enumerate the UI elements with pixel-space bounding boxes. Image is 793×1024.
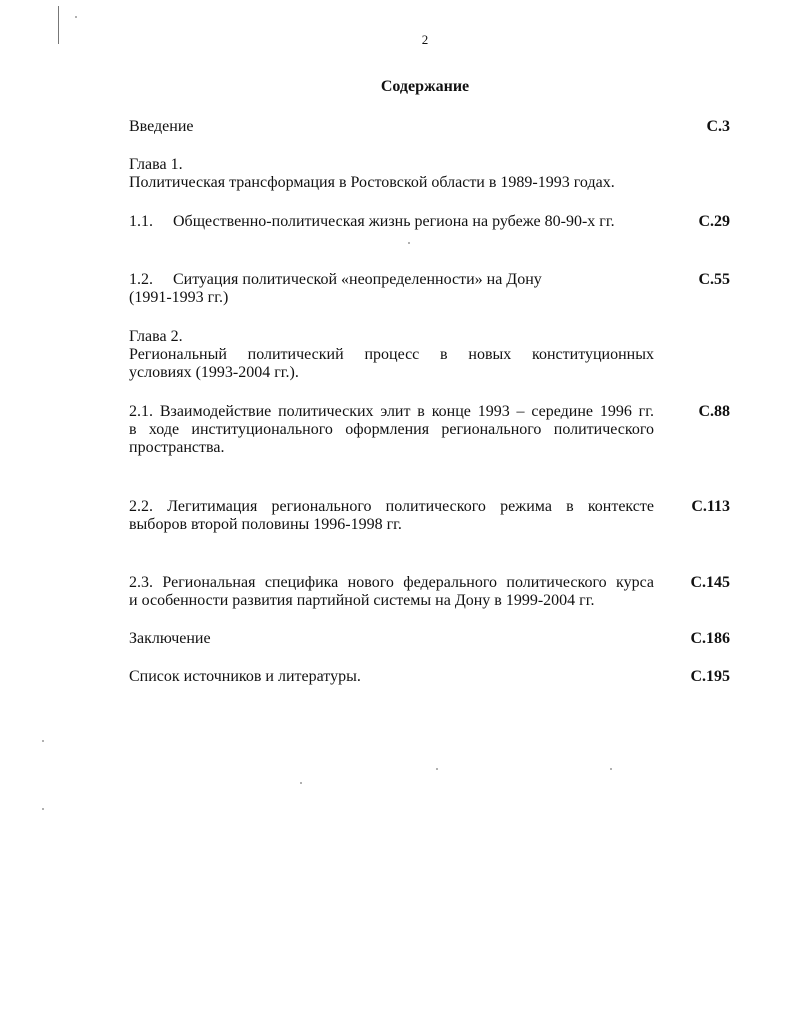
toc-section-2-3-page: С.145: [690, 574, 730, 591]
toc-bibliography-page: С.195: [690, 668, 730, 685]
toc-chapter-1: [129, 156, 615, 192]
toc-section-1-2: [129, 271, 542, 307]
section-title-cont: и особенности развития партийной системы на Дону в 1999-2004 гг.: [129, 592, 595, 609]
section-title-cont: пространства.: [129, 439, 225, 456]
chapter-2-heading: Глава 2.: [129, 328, 183, 345]
toc-intro: [129, 118, 194, 136]
toc-section-2-1: [129, 403, 654, 457]
section-title: 2.3. Региональная специфика нового федерального политического курса: [129, 574, 654, 591]
toc-intro-page: С.3: [706, 118, 730, 135]
toc-section-1-2-page: С.55: [698, 271, 730, 288]
section-title: Ситуация политической «неопределенности» на Дону: [173, 271, 542, 288]
page-title: Содержание: [380, 78, 470, 95]
section-title-cont: (1991-1993 гг.): [129, 289, 229, 306]
toc-section-2-3: [129, 574, 654, 610]
section-title: 2.1. Взаимодействие политических элит в конце 1993 – середине 1996 гг.: [129, 403, 654, 420]
section-number: 1.2.: [129, 271, 153, 288]
scan-speck: [610, 768, 612, 770]
toc-section-1-1: [129, 213, 615, 231]
toc-section-2-2-page: С.113: [691, 498, 730, 515]
section-title-cont: выборов второй половины 1996-1998 гг.: [129, 516, 402, 533]
chapter-2-title: Региональный политический процесс в новых конституционных: [129, 346, 654, 363]
chapter-1-title: Политическая трансформация в Ростовской области в 1989-1993 годах.: [129, 174, 615, 191]
scan-speck: [42, 808, 44, 810]
toc-bibliography: [129, 668, 361, 686]
toc-bibliography-label: Список источников и литературы.: [129, 668, 361, 685]
section-number: 1.1.: [129, 213, 153, 230]
section-title: 2.2. Легитимация регионального политического режима в контексте: [129, 498, 654, 515]
scan-speck: [75, 16, 77, 18]
chapter-1-heading: Глава 1.: [129, 156, 183, 173]
toc-conclusion: [129, 630, 211, 648]
toc-conclusion-label: Заключение: [129, 630, 211, 647]
toc-section-2-2: [129, 498, 654, 534]
page-number: 2: [421, 32, 429, 47]
scan-speck: [436, 768, 438, 770]
toc-intro-label: Введение: [129, 118, 194, 135]
chapter-2-title-cont: условиях (1993-2004 гг.).: [129, 364, 299, 381]
scan-speck: [408, 242, 410, 244]
toc-conclusion-page: С.186: [690, 630, 730, 647]
toc-section-1-1-page: С.29: [698, 213, 730, 230]
toc-chapter-2: [129, 328, 654, 382]
section-title: Общественно-политическая жизнь региона на рубеже 80-90-х гг.: [173, 213, 615, 230]
scan-speck: [42, 740, 44, 742]
section-title-cont: в ходе институционального оформления регионального политического: [129, 421, 654, 438]
scan-speck: [300, 782, 302, 784]
toc-section-2-1-page: С.88: [698, 403, 730, 420]
